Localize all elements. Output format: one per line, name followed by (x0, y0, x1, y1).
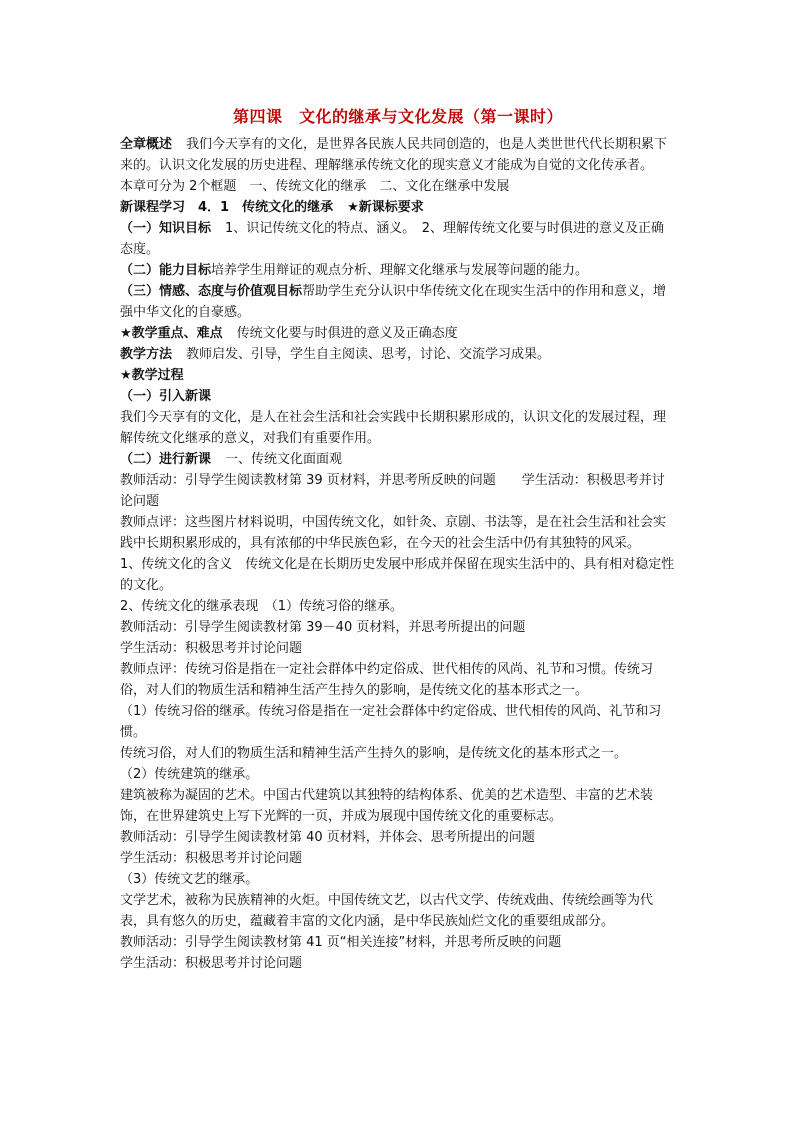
overview-text: 我们今天享有的文化，是世界各民族人民共同创造的，也是人类世世代代长期积累下来的。认识文化发展的历史进程、理解继承传统文化的现实意义才能成为自觉的文化传承者。 (120, 137, 668, 173)
study-heading (120, 197, 676, 218)
body-paragraph: （2）传统建筑的继承。 (120, 767, 259, 782)
ability-goal-label: （二）能力目标 (120, 263, 212, 278)
key-points-label: ★教学重点、难点 (120, 326, 223, 341)
knowledge-goal-label: （一）知识目标 (120, 221, 212, 236)
attitude-goal-label: （三）情感、态度与价值观目标 (120, 284, 303, 299)
overview-label: 全章概述 (120, 137, 173, 152)
body-paragraph: （1）传统习俗的继承。传统习俗是指在一定社会群体中约定俗成、世代相传的风尚、礼节和习惯。 (120, 704, 662, 740)
body-paragraph: 学生活动：积极思考并讨论问题 (120, 851, 303, 866)
knowledge-goal (120, 218, 676, 260)
body-paragraph: 学生活动：积极思考并讨论问题 (120, 641, 303, 656)
process-heading: ★教学过程 (120, 368, 184, 383)
document-page (120, 104, 676, 974)
body-paragraph: 教师活动：引导学生阅读教材第 39－40 页材料，并思考所提出的问题 (120, 620, 526, 635)
body-paragraph: 建筑被称为凝固的艺术。中国古代建筑以其独特的结构体系、优美的艺术造型、丰富的艺术装饰，在世界建筑史上写下光辉的一页，并成为展现中国传统文化的重要标志。 (120, 788, 654, 824)
body-paragraph: 教师点评：传统习俗是指在一定社会群体中约定俗成、世代相传的风尚、礼节和习惯。传统习俗，对人们的物质生活和精神生活产生持久的影响，是传统文化的基本形式之一。 (120, 662, 654, 698)
page-title: 第四课 文化的继承与文化发展（第一课时） (232, 107, 563, 126)
intro-heading: （一）引入新课 (120, 389, 212, 404)
new-lesson-text: 一、传统文化面面观 (225, 452, 343, 467)
body-paragraph: 文学艺术，被称为民族精神的火炬。中国传统文艺，以古代文学、传统戏曲、传统绘画等为代表，具有悠久的历史，蕴藏着丰富的文化内涵，是中华民族灿烂文化的重要组成部分。 (120, 893, 654, 929)
body-paragraph: 2、传统文化的继承表现 （1）传统习俗的继承。 (120, 599, 404, 614)
structure-line: 本章可分为 2个框题 一、传统文化的继承 二、文化在继承中发展 (120, 179, 510, 194)
new-lesson-label: （二）进行新课 (120, 452, 212, 467)
new-lesson (120, 449, 676, 470)
key-points (120, 323, 676, 344)
teaching-method-label: 教学方法 (120, 347, 173, 362)
overview-paragraph (120, 134, 676, 176)
body-paragraph: 学生活动：积极思考并讨论问题 (120, 956, 303, 971)
attitude-goal (120, 281, 676, 323)
body-paragraph: 教师活动：引导学生阅读教材第 40 页材料，并体会、思考所提出的问题 (120, 830, 535, 845)
body-paragraph: 传统习俗，对人们的物质生活和精神生活产生持久的影响，是传统文化的基本形式之一。 (120, 746, 628, 761)
teaching-method (120, 344, 676, 365)
study-label: 新课程学习 4．1 传统文化的继承 (120, 200, 334, 215)
body-paragraph: 教师点评：这些图片材料说明，中国传统文化，如针灸、京剧、书法等，是在社会生活和社会实践中长期积累形成的，具有浓郁的中华民族色彩，在今天的社会生活中仍有其独特的风采。 (120, 515, 667, 551)
teaching-method-text: 教师启发、引导，学生自主阅读、思考，讨论、交流学习成果。 (186, 347, 551, 362)
key-points-text: 传统文化要与时俱进的意义及正确态度 (236, 326, 458, 341)
intro-text: 我们今天享有的文化，是人在社会生活和社会实践中长期积累形成的，认识文化的发展过程，理解传统文化继承的意义，对我们有重要作用。 (120, 410, 667, 446)
body-paragraph: （3）传统文艺的继承。 (120, 872, 259, 887)
knowledge-goal-text: 1、识记传统文化的特点、涵义。 2、理解传统文化要与时俱进的意义及正确态度。 (120, 221, 665, 257)
body-paragraph: 1、传统文化的含义 传统文化是在长期历史发展中形成并保留在现实生活中的、具有相对稳定性的文化。 (120, 557, 675, 593)
ability-goal-text: 培养学生用辩证的观点分析、理解文化继承与发展等问题的能力。 (211, 263, 589, 278)
curriculum-requirement: ★新课标要求 (347, 200, 424, 215)
attitude-goal-text: 帮助学生充分认识中华传统文化在现实生活中的作用和意义，增强中华文化的自豪感。 (120, 284, 667, 320)
body-paragraph: 教师活动：引导学生阅读教材第 41 页“相关连接”材料，并思考所反映的问题 (120, 935, 562, 950)
ability-goal (120, 260, 676, 281)
body-paragraph: 教师活动：引导学生阅读教材第 39 页材料，并思考所反映的问题 学生活动：积极思考并讨论问题 (120, 473, 665, 509)
